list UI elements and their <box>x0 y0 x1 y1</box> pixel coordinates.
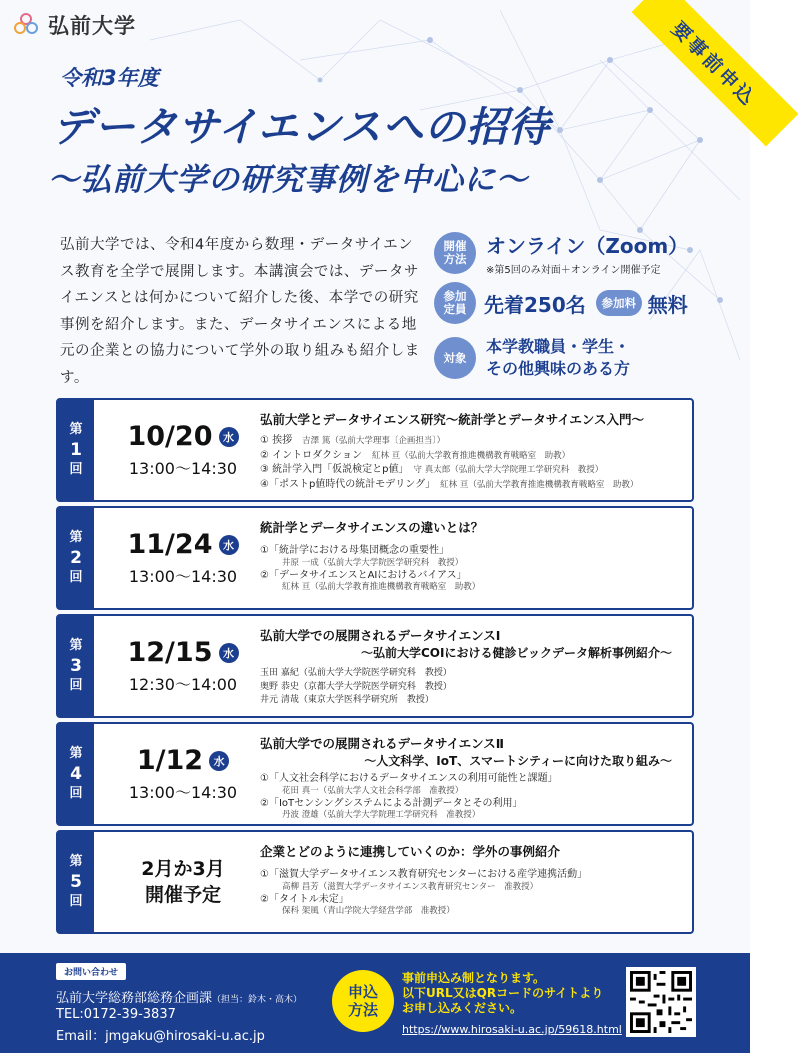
target-line-2: その他興味のある方 <box>486 359 631 378</box>
session-content <box>260 518 680 593</box>
session-title: 弘前大学での展開されるデータサイエンスⅠ <box>260 628 501 643</box>
method-note: ※第5回のみ対面＋オンライン開催予定 <box>486 265 661 276</box>
apply-url-link[interactable]: https://www.hirosaki-u.ac.jp/59618.html <box>402 1023 622 1036</box>
university-logo <box>12 10 136 40</box>
logo-mark-icon <box>12 11 40 39</box>
session-card <box>56 614 694 718</box>
day-of-week-badge: 水 <box>219 427 239 447</box>
session-card <box>56 506 694 610</box>
capacity-row <box>434 282 688 324</box>
session-speaker: 花田 真一（弘前大学人文社会科学部 准教授） <box>282 785 464 796</box>
day-of-week-badge: 水 <box>209 751 229 771</box>
contact-email[interactable]: Email：jmgaku@hirosaki-u.ac.jp <box>56 1029 265 1044</box>
target-label: 対象 <box>434 337 476 379</box>
contact-org-name: 弘前大学総務部総務企画課 <box>56 991 213 1006</box>
session-date-block <box>108 400 258 500</box>
session-time: 13:00〜14:30 <box>128 783 238 802</box>
day-of-week-badge: 水 <box>219 643 239 663</box>
apply-instructions: 事前申込み制となります。 以下URL又はQRコードのサイトより お申し込みください。 <box>402 971 604 1015</box>
sub-title: 〜弘前大学の研究事例を中心に〜 <box>48 162 528 198</box>
session-number: 第 2 回 <box>58 508 94 608</box>
session-time: 13:00〜14:30 <box>128 459 238 478</box>
session-date-tbd: 2月か3月 開催予定 <box>141 858 225 906</box>
session-item: ①「人文社会科学におけるデータサイエンスの利用可能性と課題」 <box>260 773 558 784</box>
session-item: ③ 統計学入門「仮説検定とp値」 <box>260 464 404 475</box>
session-date: 1/12 <box>136 745 204 776</box>
footer <box>0 953 750 1053</box>
session-title: 企業とどのように連携していくのか：学外の事例紹介 <box>260 844 561 859</box>
corner-ribbon <box>600 0 761 150</box>
session-speaker: 奥野 恭史（京都大学大学院医学研究科 教授） <box>260 681 452 692</box>
session-number: 第 5 回 <box>58 832 94 932</box>
session-item: ②「データサイエンスとAIにおけるバイアス」 <box>260 569 467 581</box>
day-of-week-badge: 水 <box>219 535 239 555</box>
session-speaker: 丹波 澄雄（弘前大学大学院理工学研究科 准教授） <box>282 810 481 820</box>
target-row <box>434 336 630 380</box>
qr-code-icon[interactable] <box>626 967 696 1037</box>
fee-value: 無料 <box>647 292 688 317</box>
intro-text: 弘前大学では、令和4年度から数理・データサイエンス教育を全学で展開します。本講演会では、データサイエンスとは何かについて紹介した後、本学での研究事例を紹介します。また、データサイエンスによる地元の企業との協力について学外の取り組みも紹介します。 <box>60 237 420 386</box>
method-row <box>434 230 688 276</box>
session-title: 弘前大学での展開されるデータサイエンスⅡ <box>260 736 504 751</box>
session-speaker: 吉澤 篤（弘前大学理事〔企画担当〕） <box>302 436 446 446</box>
session-speaker: 保科 架風（青山学院大学経営学部 准教授） <box>282 906 455 916</box>
session-date-block <box>108 616 258 716</box>
session-date: 10/20 <box>127 421 213 452</box>
method-label: 開催方法 <box>434 232 476 274</box>
session-card <box>56 722 694 826</box>
session-date-block <box>108 724 258 824</box>
main-title: データサイエンスへの招待 <box>52 103 551 151</box>
capacity-value: 先着250名 <box>484 292 586 317</box>
session-content <box>260 410 680 492</box>
capacity-label: 参加定員 <box>434 282 476 324</box>
session-content <box>260 842 680 917</box>
session-title: 弘前大学とデータサイエンス研究〜統計学とデータサイエンス入門〜 <box>260 412 645 427</box>
session-content <box>260 626 680 708</box>
contact-org-note: （担当：鈴木・高木） <box>212 995 303 1005</box>
session-item: ④「ポストp値時代の統計モデリング」 <box>260 478 431 490</box>
session-time: 12:30〜14:00 <box>128 675 238 694</box>
contact-org <box>56 987 302 1006</box>
session-item: ②「タイトル未定」 <box>260 893 349 905</box>
session-number: 第 4 回 <box>58 724 94 824</box>
session-date: 11/24 <box>127 529 213 560</box>
session-card <box>56 398 694 502</box>
session-speaker: 守 真太郎（弘前大学大学院理工学研究科 教授） <box>413 465 604 475</box>
session-time: 13:00〜14:30 <box>128 567 238 586</box>
session-title: 統計学とデータサイエンスの違いとは？ <box>260 520 484 535</box>
session-item: ②「IoTセンシングシステムによる計測データとその利用」 <box>260 797 523 809</box>
fiscal-year: 令和3年度 <box>60 66 159 90</box>
session-speaker: 玉田 嘉紀（弘前大学大学院医学研究科 教授） <box>260 668 452 678</box>
session-number: 第 1 回 <box>58 400 94 500</box>
session-speaker: 高柳 昌芳（滋賀大学データサイエンス教育研究センター 准教授） <box>282 881 539 892</box>
apply-method-badge: 申込方法 <box>332 970 394 1032</box>
session-date-block <box>108 508 258 608</box>
session-subtitle: 〜人文科学、IoT、スマートシティーに向けた取り組み〜 <box>364 754 672 768</box>
target-line-1: 本学教職員・学生・ <box>486 337 631 356</box>
session-number: 第 3 回 <box>58 616 94 716</box>
session-item: ①「滋賀大学データサイエンス教育研究センターにおける産学連携活動」 <box>260 869 588 880</box>
session-speaker: 紅林 亘（弘前大学教育推進機構教育戦略室 助教） <box>440 479 639 490</box>
session-content <box>260 734 680 821</box>
session-speaker: 井元 清哉（東京大学医科学研究所 教授） <box>260 695 434 705</box>
logo-text: 弘前大学 <box>48 14 136 38</box>
contact-label: お問い合わせ <box>56 963 126 980</box>
session-item: ①「統計学における母集団概念の重要性」 <box>260 545 449 556</box>
fee-label: 参加料 <box>596 290 642 316</box>
session-speaker: 紅林 亘（弘前大学教育推進機構教育戦略室 助教） <box>282 582 481 592</box>
session-speaker: 紅林 亘（弘前大学教育推進機構教育戦略室 助教） <box>371 450 571 461</box>
contact-tel: TEL:0172-39-3837 <box>56 1007 176 1022</box>
method-value: オンライン（Zoom） <box>486 234 689 258</box>
session-subtitle: 〜弘前大学COIにおける健診ビックデータ解析事例紹介〜 <box>361 646 672 660</box>
session-date: 12/15 <box>127 637 213 668</box>
session-date-block <box>108 832 258 932</box>
session-item: ② イントロダクション <box>260 449 362 461</box>
session-item: ① 挨拶 <box>260 435 293 446</box>
pre-registration-ribbon: 要事前申込 <box>632 0 798 146</box>
session-speaker: 井原 一成（弘前大学大学院医学研究科 教授） <box>282 557 464 568</box>
session-card <box>56 830 694 934</box>
